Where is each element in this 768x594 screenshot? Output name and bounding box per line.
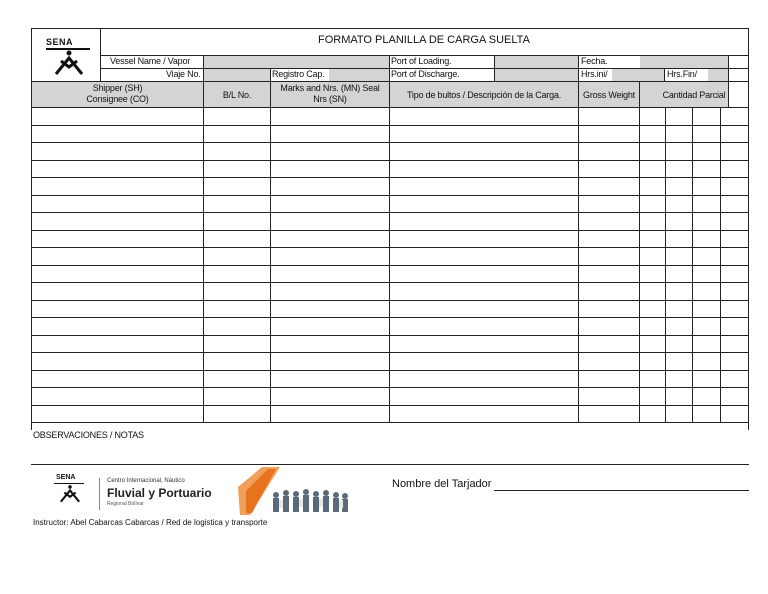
hrs-fin-field[interactable] (708, 69, 728, 81)
sena-logo-text: SENA (46, 37, 74, 47)
marks-label-line1: Marks and Nrs. (MN) Seal (280, 83, 380, 93)
hrs-fin-label: Hrs.Fin/ (667, 69, 697, 79)
table-row-line (31, 300, 749, 301)
cantidad-subcolumn-line (720, 107, 721, 423)
form-title: FORMATO PLANILLA DE CARGA SUELTA (318, 34, 530, 46)
table-row-line (31, 142, 749, 143)
shipper-label: Shipper (SH) (92, 83, 143, 93)
tarjador-signature-line[interactable] (494, 490, 749, 491)
fecha-label: Fecha. (581, 56, 608, 66)
centro-line1: Centro Internacional, Náutico (107, 478, 185, 484)
form-top-border (31, 28, 749, 29)
footer-logo-divider (99, 478, 100, 510)
port-discharge-field[interactable] (495, 69, 578, 81)
vessel-name-label: Vessel Name / Vapor (110, 56, 191, 66)
registro-label: Registro Cap. (272, 69, 325, 79)
col-header-bl: B/L No. (222, 90, 252, 100)
table-row-line (31, 317, 749, 318)
observaciones-label: OBSERVACIONES / NOTAS (33, 430, 144, 440)
col-header-gross: Gross Weight (583, 90, 635, 100)
centro-line3: Regional Bolívar (107, 501, 144, 507)
meta-divider (389, 55, 390, 81)
sena-logo (32, 29, 100, 81)
marks-label-line2: Nrs (SN) (313, 94, 347, 104)
table-column-line (270, 81, 271, 423)
table-row-line (31, 335, 749, 336)
table-row-line (31, 160, 749, 161)
viaje-field[interactable] (204, 69, 270, 81)
meta-divider (270, 68, 271, 81)
table-column-line (389, 81, 390, 423)
table-row-line (31, 352, 749, 353)
col-header-shipper (32, 83, 203, 105)
vessel-name-field[interactable] (204, 56, 389, 68)
table-row-line (31, 247, 749, 248)
meta-divider (494, 55, 495, 81)
footer-banner-image (232, 467, 358, 519)
meta-divider (578, 55, 579, 81)
hrs-ini-field[interactable] (612, 69, 664, 81)
table-row-line (31, 405, 749, 406)
column-header-bottom (31, 107, 749, 108)
table-row-line (31, 422, 749, 423)
hrs-ini-label: Hrs.ini/ (581, 69, 608, 79)
footer-sena-emblem-icon (58, 484, 82, 504)
port-loading-field[interactable] (495, 56, 578, 68)
meta-divider (203, 55, 204, 81)
footer-sena-logo (46, 474, 96, 514)
col-header-marks (271, 83, 389, 105)
table-row-line (31, 212, 749, 213)
table-row-line (31, 370, 749, 371)
table-column-line (578, 81, 579, 423)
registro-field[interactable] (329, 69, 389, 81)
port-discharge-label: Port of Discharge. (391, 69, 460, 79)
col-header-tipo: Tipo de bultos / Descripción de la Carga. (406, 90, 562, 100)
viaje-label: Viaje No. (166, 69, 201, 79)
observaciones-bottom-line (31, 464, 749, 465)
fecha-field[interactable] (640, 56, 728, 68)
table-row-line (31, 387, 749, 388)
centro-line2: Fluvial y Portuario (107, 486, 212, 500)
footer-sena-text: SENA (56, 474, 76, 481)
port-loading-label: Port of Loading. (391, 56, 452, 66)
table-row-line (31, 177, 749, 178)
meta-divider (664, 68, 665, 81)
table-row-line (31, 265, 749, 266)
instructor-credit: Instructor: Abel Cabarcas Cabarcas / Red de logistica y transporte (33, 518, 268, 527)
sena-emblem-icon (52, 50, 86, 76)
tarjador-label: Nombre del Tarjador (392, 478, 492, 490)
table-row-line (31, 195, 749, 196)
table-row-line (31, 282, 749, 283)
table-column-line (203, 81, 204, 423)
cantidad-subcolumn-line (692, 107, 693, 423)
col-header-cantidad: Cantidad Parcial (662, 90, 726, 100)
table-row-line (31, 125, 749, 126)
table-column-line (639, 81, 640, 423)
meta-right-divider (728, 55, 729, 107)
table-row-line (31, 230, 749, 231)
cantidad-subcolumn-line (665, 107, 666, 423)
consignee-label: Consignee (CO) (86, 94, 149, 104)
